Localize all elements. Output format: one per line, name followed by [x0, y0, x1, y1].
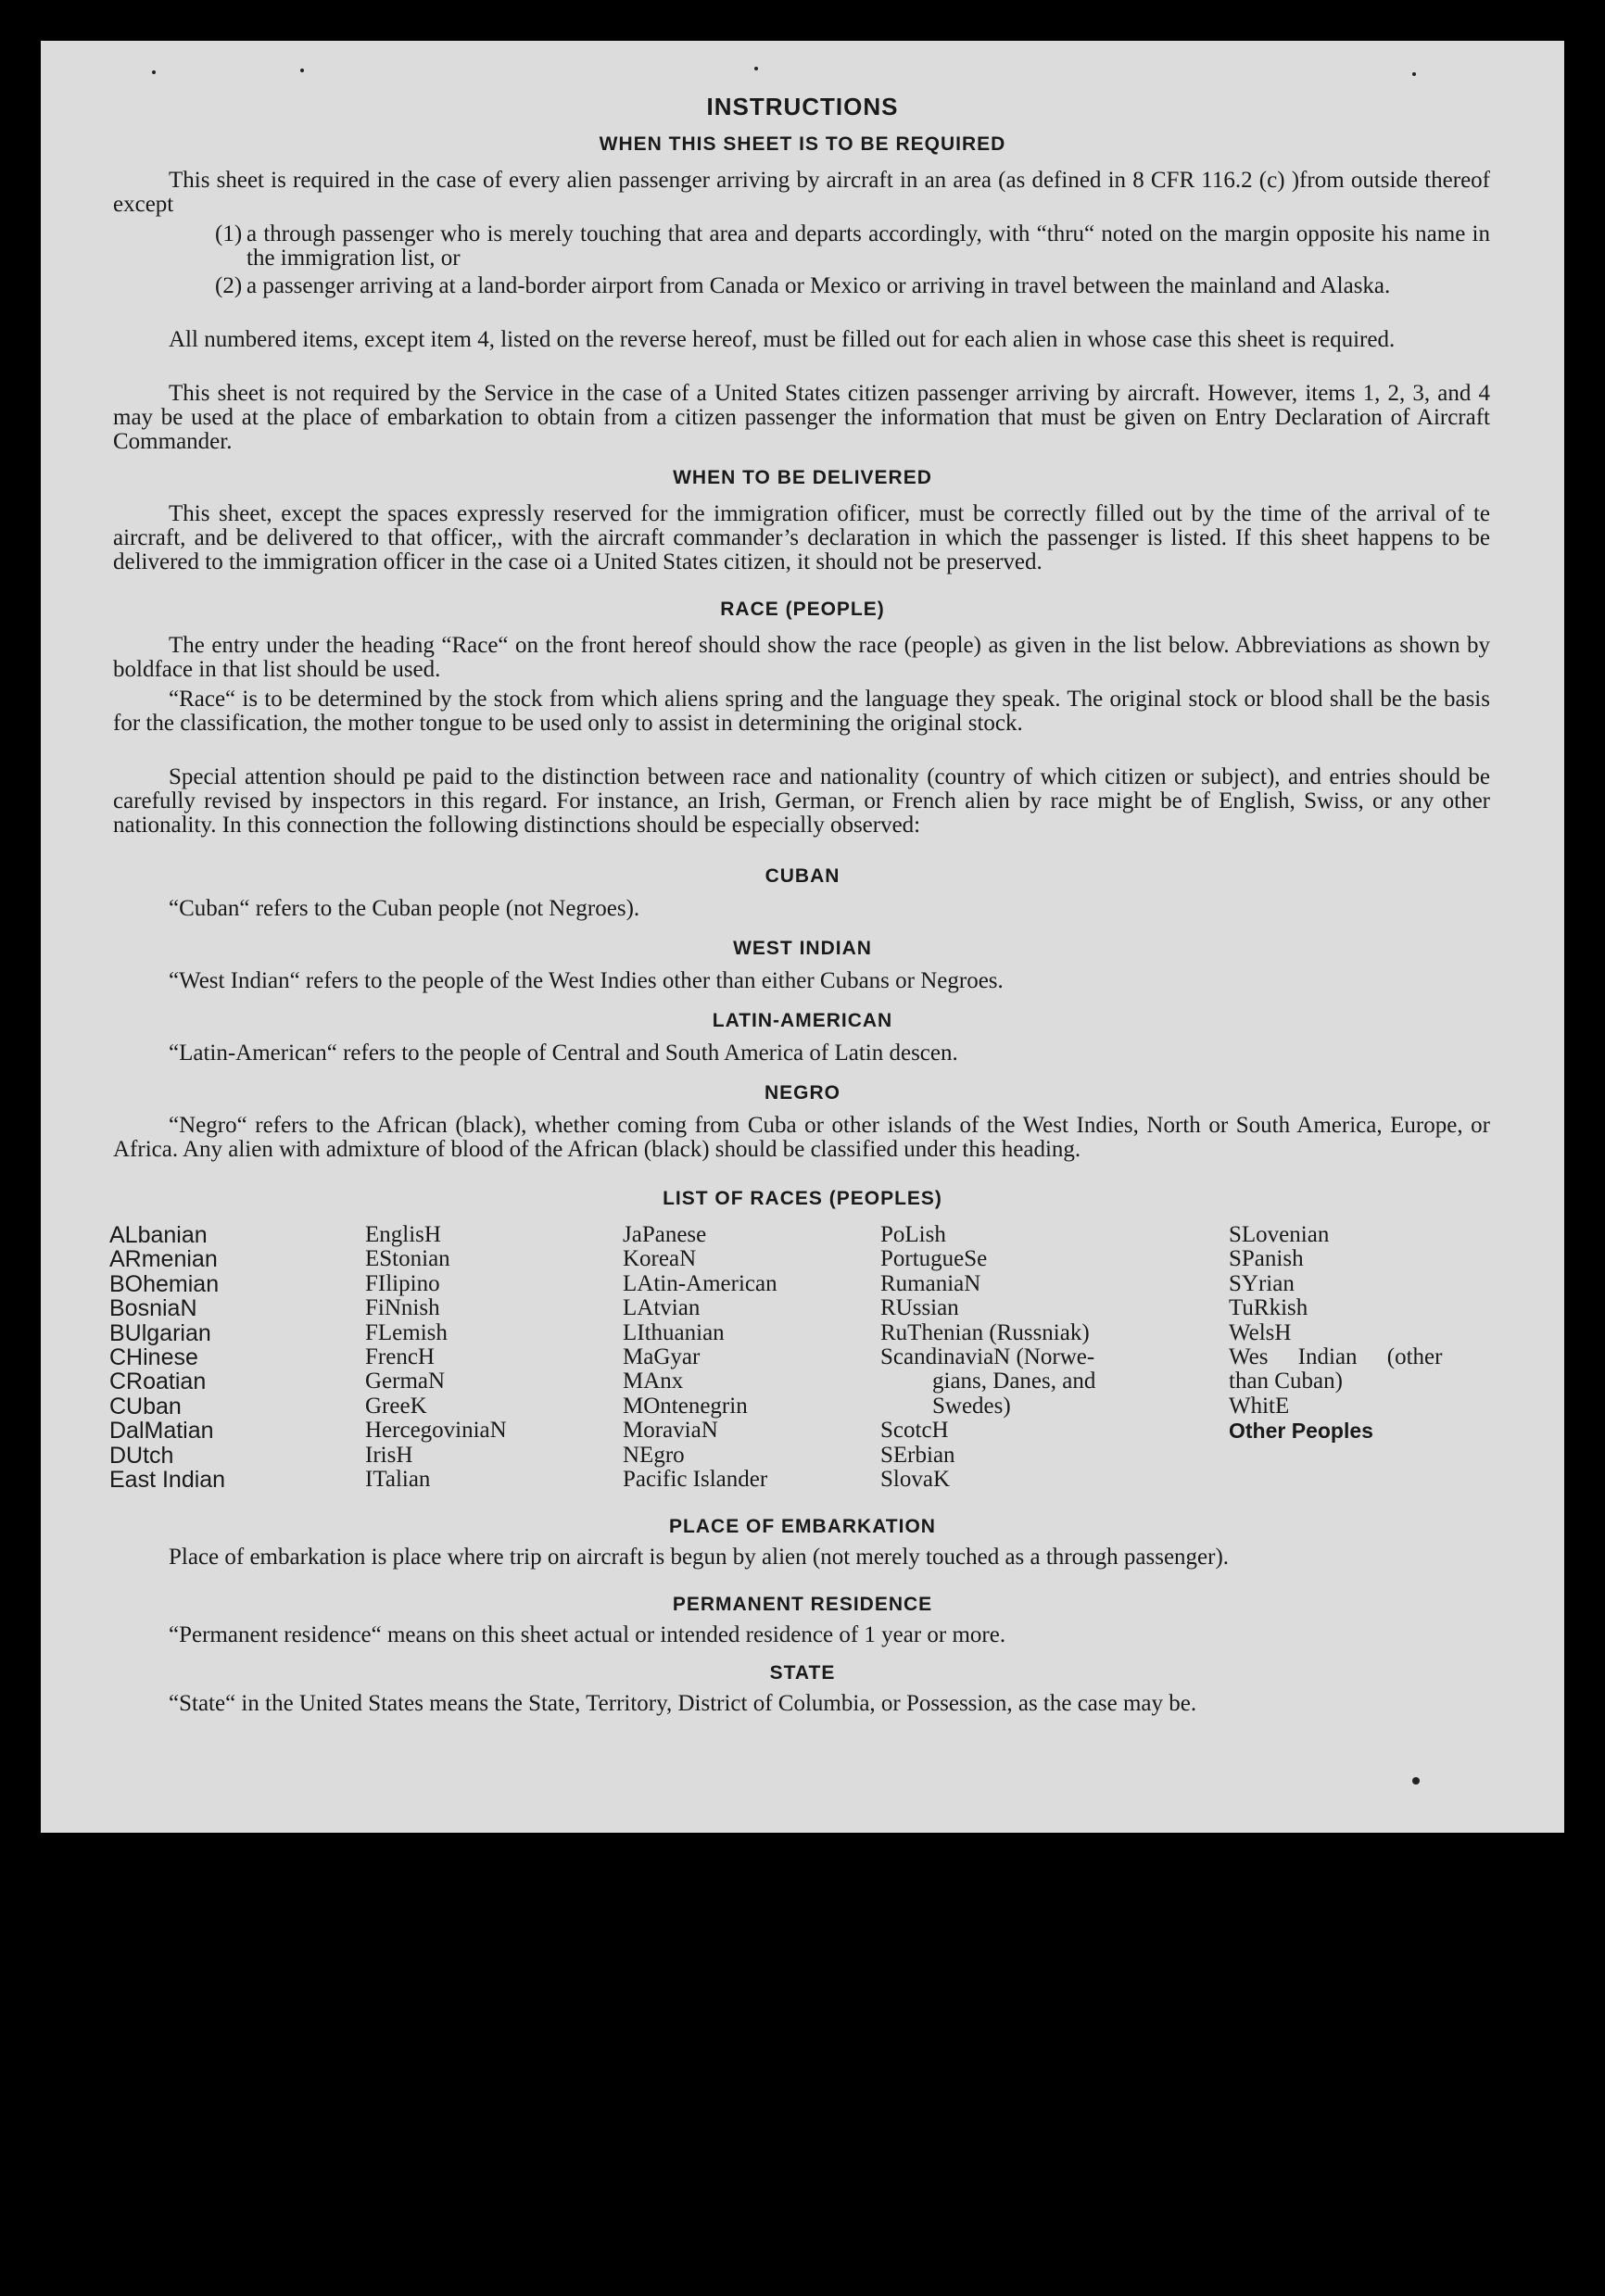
- paragraph: [113, 1692, 1490, 1716]
- race-item: PortugueSe: [880, 1246, 988, 1272]
- paragraph-text: “West Indian“ refers to the people of the West Indies other than either Cubans or Negroes.: [169, 968, 1004, 993]
- paragraph-text: “State“ in the United States means the State, Territory, District of Columbia, or Possession, as the case may be.: [169, 1691, 1197, 1716]
- list-number: (2): [215, 273, 243, 298]
- heading-state: STATE: [769, 1662, 836, 1684]
- paragraph: [113, 969, 1490, 993]
- race-item: LAtvian: [623, 1295, 701, 1321]
- heading-when-delivered: WHEN TO BE DELIVERED: [673, 467, 932, 488]
- paragraph-text: This sheet is required in the case of every alien passenger arriving by aircraft in an area (as defined in 8 CFR 116.2 (c) )from outside thereof except: [113, 168, 1490, 217]
- race-item: FrencH: [365, 1344, 435, 1370]
- heading-list-of-races: LIST OF RACES (PEOPLES): [663, 1188, 942, 1209]
- page-title: INSTRUCTIONS: [706, 93, 899, 120]
- race-item: SlovaK: [880, 1467, 950, 1493]
- heading-permanent-residence: PERMANENT RESIDENCE: [672, 1594, 933, 1615]
- paragraph-text: “Negro“ refers to the African (black), whether coming from Cuba or other islands of the West Indies, North or South America, Europe, or Africa. Any alien with admixture of blood of the African (black) should be classified under this heading.: [113, 1113, 1490, 1162]
- races-column-4: [880, 1223, 1095, 1492]
- race-item: RumaniaN: [880, 1270, 981, 1296]
- paragraph-text: “Permanent residence“ means on this sheet actual or intended residence of 1 year or more.: [169, 1622, 1006, 1647]
- race-item: BUlgarian: [109, 1319, 211, 1346]
- paragraph-text: All numbered items, except item 4, listed on the reverse hereof, must be filled out for each alien in whose case this sheet is required.: [169, 327, 1396, 352]
- race-item: SErbian: [880, 1442, 955, 1468]
- race-item: CHinese: [109, 1344, 198, 1371]
- paragraph-text: Place of embarkation is place where trip on aircraft is begun by alien (not merely touched as a through passenger).: [169, 1545, 1230, 1570]
- paragraph: [113, 765, 1490, 838]
- race-item: GermaN: [365, 1369, 446, 1394]
- race-item: than Cuban): [1229, 1369, 1343, 1394]
- scan-speck: [754, 67, 758, 70]
- paragraph: [113, 1114, 1490, 1162]
- race-item: FiNnish: [365, 1295, 440, 1321]
- paragraph: [113, 1623, 1490, 1647]
- race-item: EStonian: [365, 1246, 450, 1272]
- race-item: MaGyar: [623, 1344, 701, 1370]
- race-item: IrisH: [365, 1442, 413, 1468]
- races-column-3: [623, 1223, 777, 1492]
- list-text: a through passenger who is merely touching that area and departs accordingly, with “thru“ noted on the margin opposite his name in the immigration list, or: [246, 221, 1490, 271]
- paragraph-text: The entry under the heading “Race“ on the front hereof should show the race (people) as given in the list below. Abbreviations as shown by boldface in that list should be used.: [113, 633, 1490, 682]
- heading-cuban: CUBAN: [765, 865, 840, 887]
- paragraph: [113, 382, 1490, 454]
- document-page: [41, 41, 1564, 1833]
- races-column-1: [109, 1223, 225, 1492]
- races-column-2: [365, 1223, 507, 1492]
- paragraph-text: “Latin-American“ refers to the people of Central and South America of Latin descen.: [169, 1041, 958, 1066]
- race-item: MOntenegrin: [623, 1393, 748, 1419]
- race-item: Swedes): [932, 1393, 1011, 1419]
- scan-speck: [1412, 1777, 1420, 1785]
- paragraph: [113, 688, 1490, 736]
- race-item: LAtin-American: [623, 1270, 777, 1296]
- race-item: Other Peoples: [1229, 1419, 1373, 1444]
- race-item: SPanish: [1229, 1246, 1304, 1272]
- race-item: MAnx: [623, 1369, 684, 1394]
- race-item: GreeK: [365, 1393, 427, 1419]
- race-item: SYrian: [1229, 1270, 1295, 1296]
- race-item: Pacific Islander: [623, 1467, 768, 1493]
- race-item: BOhemian: [109, 1270, 220, 1297]
- paragraph-text: This sheet, except the spaces expressly reserved for the immigration ofificer, must be correctly filled out by the time of the arrival of te aircraft, and be delivered to that officer,, with the aircraft commander’s declaration in which the passenger is listed. If this sheet happens to be delivered to the immigration officer in the case oi a United States citizen, it should not be preserved.: [113, 501, 1490, 574]
- paragraph-text: “Race“ is to be determined by the stock from which aliens spring and the language they speak. The original stock or blood shall be the basis for the classification, the mother tongue to be used only to assist in determining the original stock.: [113, 687, 1490, 736]
- heading-race: RACE (PEOPLE): [720, 599, 885, 620]
- race-item: NEgro: [623, 1442, 685, 1468]
- race-item: RuThenian (Russniak): [880, 1319, 1090, 1345]
- race-item: Wes Indian (other: [1229, 1344, 1443, 1370]
- race-item: FIlipino: [365, 1270, 440, 1296]
- paragraph: [113, 897, 1490, 921]
- paragraph: [113, 1041, 1490, 1066]
- paragraph-text: This sheet is not required by the Service in the case of a United States citizen passenger arriving by aircraft. However, items 1, 2, 3, and 4 may be used at the place of embarkation to obtain from a citizen passenger the information that must be given on Entry Declaration of Aircraft Commander.: [113, 381, 1490, 454]
- paragraph: [113, 502, 1490, 574]
- race-item: PoLish: [880, 1222, 946, 1247]
- race-item: ITalian: [365, 1467, 431, 1493]
- race-item: TuRkish: [1229, 1295, 1308, 1321]
- scan-speck: [152, 70, 156, 74]
- race-item: ALbanian: [109, 1222, 208, 1248]
- paragraph-text: “Cuban“ refers to the Cuban people (not Negroes).: [169, 896, 640, 921]
- paragraph: [113, 634, 1490, 682]
- race-item: ARmenian: [109, 1246, 218, 1273]
- race-item: BosniaN: [109, 1295, 197, 1322]
- race-item: WhitE: [1229, 1393, 1290, 1419]
- list-item: [215, 273, 1490, 298]
- heading-place-of-embarkation: PLACE OF EMBARKATION: [669, 1516, 936, 1537]
- heading-when-required: WHEN THIS SHEET IS TO BE REQUIRED: [599, 133, 1006, 155]
- heading-west-indian: WEST INDIAN: [733, 938, 872, 959]
- paragraph: [113, 1545, 1490, 1570]
- paragraph: [113, 169, 1490, 217]
- race-item: DUtch: [109, 1442, 174, 1469]
- list-text: a passenger arriving at a land-border airport from Canada or Mexico or arriving in travel between the mainland and Alaska.: [246, 273, 1391, 298]
- list-number: (1): [215, 221, 243, 246]
- heading-negro: NEGRO: [764, 1082, 840, 1104]
- race-item: HercegoviniaN: [365, 1418, 507, 1444]
- race-item: CUban: [109, 1393, 182, 1419]
- races-column-5: [1229, 1223, 1490, 1444]
- paragraph: [113, 328, 1490, 352]
- race-item: KoreaN: [623, 1246, 697, 1272]
- scan-speck: [1412, 72, 1416, 76]
- race-item: gians, Danes, and: [932, 1369, 1096, 1394]
- race-item: SLovenian: [1229, 1222, 1330, 1247]
- race-item: DalMatian: [109, 1418, 214, 1444]
- list-item: [215, 221, 1490, 271]
- race-item: LIthuanian: [623, 1319, 725, 1345]
- race-item: East Indian: [109, 1467, 226, 1494]
- race-item: EnglisH: [365, 1222, 441, 1247]
- heading-latin-american: LATIN-AMERICAN: [712, 1010, 893, 1031]
- race-item: CRoatian: [109, 1369, 207, 1395]
- race-item: MoraviaN: [623, 1418, 718, 1444]
- race-item: RUssian: [880, 1295, 959, 1321]
- race-item: ScandinaviaN (Norwe-: [880, 1344, 1095, 1370]
- race-item: FLemish: [365, 1319, 448, 1345]
- scan-speck: [300, 69, 304, 72]
- race-item: JaPanese: [623, 1222, 707, 1247]
- race-item: ScotcH: [880, 1418, 949, 1444]
- paragraph-text: Special attention should pe paid to the distinction between race and nationality (country of which citizen or subject), and entries should be carefully revised by inspectors in this regard. For instance, an Irish, German, or French alien by race might be of English, Swiss, or any other nationality. In this connection the following distinctions should be especially observed:: [113, 764, 1490, 838]
- race-item: WelsH: [1229, 1319, 1292, 1345]
